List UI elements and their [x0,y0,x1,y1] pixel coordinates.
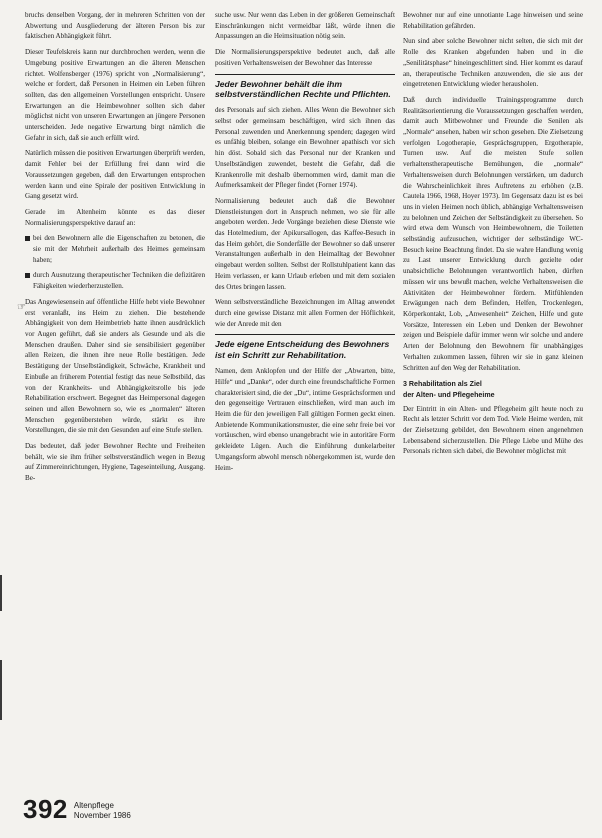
paragraph: Bewohner nur auf eine unnotiante Lage hinweisen und seine Rehabilitation gefährden. [403,11,583,30]
bullet-item: durch Ausnutzung therapeutischer Techniken die defizitären Fähigkeiten wiederherzustellen. [25,270,205,291]
column-2 [215,10,395,810]
section-title: 3 Rehabilitation als Ziel [403,380,482,389]
section-subtitle: der Alten- und Pflegeheime [403,390,495,399]
publication-name: Altenpflege [73,801,114,810]
paragraph: Dieser Teufelskreis kann nur durchbrochen werden, wenn die Umgebung positive Erwartungen an die älteren Menschen richtet. Wolfensberger (1976) spricht von „Normalisierung“, welche er fordert, daß Personen in Heimen ein Leben führen sollten, das den allgemeinen Vorstellungen entspricht. Unsere Erwartungen an die Heimbewohner sollten sich daher möglichst nicht von unseren Erwartungen an jüngere Personen unterscheiden. Jede negative Erwartung birgt nämlich die Gefahr in sich, daß sie auch erfüllt wird. [25,48,205,142]
paragraph: Der Eintritt in ein Alten- und Pflegeheim gilt heute noch zu Recht als letzter Schritt vor dem Tod. Viele Heime werden, mit der Zielsetzung gebildet, den Bewohnern einen angenehmen Lebensabend sicherzustellen. Die Pflege Liebe und Mühe des Personals richten sich dabei, die Bewohner möglichst mit [403,404,583,456]
paragraph: Nun sind aber solche Bewohner nicht selten, die sich mit der Rolle des Kranken abgefunden haben und in die „Senilitätsphase“ hineingeschlittert sind. Hier kommt es darauf an, therapeutische Techniken anzuwenden, die sie aus der eingetretenen Entwicklung wieder herausholen. [403,37,583,89]
paragraph: Gerade im Altenheim könnte es das dieser Normalisierungsperspektive darauf an: [25,207,205,227]
paragraph: Natürlich müssen die positiven Erwartungen überprüft werden, damit Fehler bei der Erfüllung frei dann wird die Voraussetzungen gegeben, daß den Erwartungen entsprochen werden kann und eine Spirale der positiven Entwicklung in Gang gesetzt wird. [25,149,205,201]
paragraph: Daß durch individuelle Trainingsprogramme durch Realitätsorientierung die Voraussetzungen geschaffen werden, damit auch Mitbewohner und Freunde die Senilen als „Normale“ ansehen, haben wir schon gesehen. Die Zielsetzung verfolgen Logotherapie, Gesprächsgruppen, Ergotherapie, Turnen usw. Auf die meisten Stufe sollen verhaltenstherapeutische Bemühungen, die „normale“ Verhaltensweisen durch Belohnungen verstärken, um dadurch die Wahrscheinlichkeit ihres Auftretens zu erhöhen (z.B. Cautela 1966, 1968, Hoyer 1973). Im Gegensatz dazu ist es bei uns in vielen Heimen noch üblich, abhängige Verhaltensweisen zu belohnen und Zeichen der Selbständigkeit zu übersehen. So wird etwa dem Wunsch von Heimbewohnern, die Toiletten selbständig aufzusuchen, wichtiger der selbständige WC-Besuch keine Beachtung findet. Da sie wahre Handlung wenig zu Last unserer Entwicklung durch gezielte oder unabsichtliche Belohnungen verantwortlich haben, dürften müssen wir uns bewußt machen, welche Verhaltensweisen die Aktivitäten der Heimbewohner fördern. Mitfühlenden Erwägungen nach dem Befinden, Helfen, Trockenlegen, Körperkontakt, Lob, „Anwesenheit“ Zeichen, Hilfe und gute Vorsätze, Interessen ein Leben und Denken der Bewohner zeigen und Beispiele dafür immer wenn wir solche und andere Arten der Belohnung den Bewohnern für unabhängiges Verhalten zukommen lassen, führen wir sie in ganz kleinen Schritten auf den Weg der Rehabilitation. [403,95,583,372]
section-heading [403,379,583,400]
pointing-hand-icon: ☞ [17,302,26,313]
paragraph: Die Normalisierungsperspektive bedeutet auch, daß alle positiven Verhaltensweisen der Bewohner das Interesse [215,48,395,67]
paragraph: Wenn selbstverständliche Bezeichnungen im Alltag anwendet durch eine gewisse Distanz mit allen Formen der Höflichkeit, wie der Anrede mit den [215,298,395,328]
paragraph: suche usw. Nur wenn das Leben in der größeren Gemeinschaft Einschränkungen nicht vermeidbar läßt, würde ihnen die Anpassungen an die Heimsituation nötig sein. [215,11,395,41]
page-number: 392 [23,794,68,824]
paragraph: des Personals auf sich ziehen. Alles Wenn die Bewohner sich selbst oder gemeinsam beschäftigen, wird sich ihnen das Personal zuwenden und Anerkennung spenden; dagegen wird es unfähig bleiben, solange ein Bewohner apathisch vor sich hin döst. Sobald sich das Personal nur der Kranken und Unselbständigen zuwendet, besteht die Gefahr, daß die Krankenrolle mit deshalb übernommen wird, damit man die Aufmerksamkeit der Pfleger findet (Forner 1974). [215,106,395,190]
pull-quote-heading: Jeder Bewohner behält die ihm selbstverständlichen Rechte und Pflichten. [215,74,395,100]
issue-date: November 1986 [73,810,131,820]
publication-info [74,801,131,822]
paragraph: Namen, dem Anklopfen und der Hilfe der „Abwarten, bitte, Hilfe“ und „Danke“, oder durch eine freundschaftliche Formen charakterisiert sind, die der „Du“, intime Gesprächsformen und den gegenseitige Vertrauen einschließen, wird man auch im Heim die für den jeweiligen Fall gültigen Formen geckt einen. Anbietende Kommunikationsmuster, die eine sehr freie bei vor vortäuschen, wird ebenso unangebracht wie in autoritäre Form gekleidete Lügen. Auch die Einführung dunkelarbeiter Umgangsform abwohl mensch nöhergekommen ist, wurde den Heim- [215,367,395,472]
paragraph: Das Angewiesensein auf öffentliche Hilfe hebt viele Bewohner erst veranlaßt, ins Heim zu ziehen. Die bestehende Abhängigkeit von dem Heimbetrieb hatte ihnen ausdrücklich vor Augen geführt, daß sie anders als Gesunde und als die Menschen draußen. Daher sind sie sensibilisiert gegenüber allen Reizen, die ihnen ihre neue Rolle bestätigen. Jede Bestätigung der Unselbständigkeit, Schwäche, Krankheit und Einbuße an früherem Potential festigt das neue Selbstbild, das von der Krankheits- und Abhängigkeitsrolle bis jede Rehabilitation erschwert. Begegnet das Heimpersonal dagegen seinen und allen Bewohnern so, wie es „normalen“ älteren Menschen gegenüberstehen würde, stärkt es ihre Vorstellungen, die sie mit den Gesunden auf eine Stufe stellen. [25,297,205,435]
column-3 [403,10,583,810]
pull-quote-heading: Jede eigene Entscheidung des Bewohners ist ein Schritt zur Rehabilitation. [215,334,395,360]
page-footer [23,796,131,822]
paragraph: bruchs denselben Vorgang, der in mehreren Schritten von der Abwertung und Ausgliederung der älteren Person bis zur faktischen Abhängigkeit führt. [25,11,205,41]
margin-rule [0,575,2,611]
bullet-item: bei den Bewohnern alle die Eigenschaften zu betonen, die sie mit der Mehrheit außerhalb des Heimes gemeinsam haben; [25,233,205,265]
paragraph: Das bedeutet, daß jeder Bewohner Rechte und Freiheiten behält, wie sie ihm früher selbstverständlich wegen in Bezug auf Zimmereinrichtungen, Hygiene, Tageseinteilung, Ausgang. Be- [25,442,205,483]
paragraph: Normalisierung bedeutet auch daß die Bewohner Dienstleistungen dort in Anspruch nehmen, wo sie für alle angeboten werden. Jede Vorgänge beziehen diese Dienste wie das Hotelmedium, der Apikursallogen, das Kaffee-Besuch in das Heim gehört, die Sonderfälle der Bewohner so daß unserer Veranstaltungen außerhalb in den Heimalltag der Bewohner eingebaut werden sollten. Selbst der Rollstuhlpatient kann das Heim verlassen, er kann Urlaub erleben und mit dem sozialen des Ortes bringen lassen. [215,196,395,291]
column-1 [25,10,205,790]
margin-rule [0,660,2,720]
